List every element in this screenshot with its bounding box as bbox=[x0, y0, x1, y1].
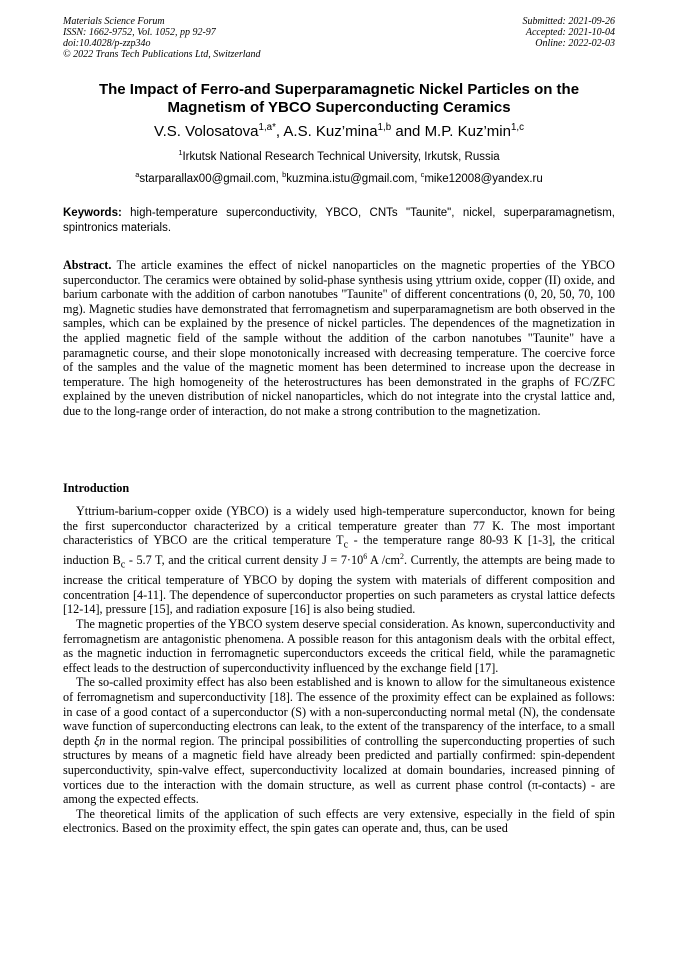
email-list bbox=[63, 172, 615, 186]
text-run: The so-called proximity effect has also been established and is known to allow for the simultaneous existence of ferromagnetism and superconductivity [18]. The essence of the proximity effect can be explained as follows: in case of a good contact of a superconductor (S) with a non-superconducting normal metal (N), the condensate wave function of superconducting electrons can leak, to the extent of the transparency of the interface, to a small depth bbox=[63, 675, 615, 748]
copyright-line: © 2022 Trans Tech Publications Ltd, Switzerland bbox=[63, 49, 261, 60]
author-superscript: 1,b bbox=[377, 122, 392, 133]
superscript: 2 bbox=[400, 552, 404, 562]
superscript: 6 bbox=[363, 552, 368, 562]
paragraph bbox=[63, 675, 615, 806]
author-name: V.S. Volosatova bbox=[154, 123, 259, 140]
paragraph: The theoretical limits of the application of such effects are very extensive, especially in the field of spin electronics. Based on the proximity effect, the spin gates can operate and, thus, can be used bbox=[63, 806, 615, 836]
abstract-section bbox=[63, 258, 615, 419]
online-date: Online: 2022-02-03 bbox=[535, 38, 615, 49]
title-line-2: Magnetism of YBCO Superconducting Ceramics bbox=[167, 99, 511, 116]
author-separator: , bbox=[275, 123, 284, 140]
author-name: A.S. Kuz’mina bbox=[283, 123, 378, 140]
email-address: mike12008@yandex.ru bbox=[424, 173, 543, 185]
email-superscript: a bbox=[135, 170, 140, 180]
submitted-date: Submitted: 2021-09-26 bbox=[522, 16, 615, 27]
paragraph bbox=[63, 504, 615, 617]
keywords-text: high-temperature superconductivity, YBCO, CNTs "Taunite", nickel, superparamagnetism, spintronics materials. bbox=[63, 207, 615, 234]
abstract-text: The article examines the effect of nickel nanoparticles on the magnetic properties of the YBCO superconductor. The ceramics were obtained by solid-phase synthesis using yttrium oxide, copper (II) oxide, and barium carbonate with the addition of carbon nanotubes "Taunite" of different concentrations (0, 20, 50, 70, 100 mg). Magnetic studies have demonstrated that ferromagnetism and superparamagnetism are both observed in the samples, which can be explained by the presence of nickel particles. The dependences of the magnetization in the applied magnetic field of the sample without the addition of the carbon nanotubes "Taunite" have a paramagnetic course, and their slope monotonically increased with decreasing temperature. The coercive force of the samples and the value of the magnetic moment has been determined to increase upon the decrease in temperature. The high homogeneity of the heterostructures has been demonstrated in the graphs of FC/ZFC explained by the uneven distribution of nickel nanoparticles, which do not integrate into the crystal lattice and, due to the long-range order of interaction, do not make a strong contribution to the magnetization. bbox=[63, 258, 615, 418]
text-run: Yttrium-barium-copper oxide (YBCO) is a widely used high-temperature superconductor, known for being the first superconductor characterized by a critical temperature greater than 77 K. The most important characteristics of YBCO are the critical temperature T bbox=[63, 504, 615, 548]
author-separator: and bbox=[391, 123, 425, 140]
subscript: c bbox=[120, 559, 126, 571]
text-run: - 5.7 T, and the critical current density J = 7·10 bbox=[125, 553, 364, 568]
text-run: . Currently, the attempts are being made to increase the critical temperature of YBCO by doping the system with materials of different composition and concentration [4-11]. The dependence of superconductor properties on such parameters as crystal lattice defects [12-14], pressure [15], and radiation exposure [16] is also being studied. bbox=[63, 553, 616, 617]
email-address: starparallax00@gmail.com, bbox=[139, 173, 283, 185]
affiliation-text: Irkutsk National Research Technical University, Irkutsk, Russia bbox=[182, 151, 500, 163]
author-name: M.P. Kuz’min bbox=[424, 123, 511, 140]
affiliation bbox=[63, 150, 615, 164]
author-list bbox=[63, 123, 615, 141]
paper-title bbox=[63, 81, 615, 117]
introduction-body bbox=[63, 504, 615, 836]
text-run: A /cm bbox=[367, 553, 401, 568]
subscript: c bbox=[343, 539, 349, 551]
abstract-label: Abstract. bbox=[63, 258, 112, 272]
email-address: kuzmina.istu@gmail.com, bbox=[286, 173, 421, 185]
keywords-label: Keywords: bbox=[63, 207, 122, 219]
author-superscript: 1,a* bbox=[258, 122, 276, 133]
affiliation-superscript: 1 bbox=[178, 148, 183, 158]
publication-info bbox=[63, 16, 261, 60]
text-run: in the normal region. The principal possibilities of controlling the superconducting properties of such structures by means of a magnetic field have already been predicted and partially confirmed: spin-dependent superconductivity, spin-valve effect, superconductivity localized at domain boundaries, increased pinning of vortices due to the interaction with the domain structure, as well as current phase control (π-contacts) - are among the expected effects. bbox=[63, 733, 615, 807]
email-superscript: b bbox=[282, 170, 287, 180]
doi-line: doi:10.4028/p-zzp34o bbox=[63, 38, 151, 49]
author-superscript: 1,c bbox=[510, 122, 524, 133]
text-run: - the temperature range 80-93 K [1-3], the critical induction B bbox=[63, 533, 616, 568]
math-symbol: ξn bbox=[94, 733, 106, 748]
keywords-section bbox=[63, 206, 615, 236]
section-heading: Introduction bbox=[63, 481, 130, 495]
accepted-date: Accepted: 2021-10-04 bbox=[525, 27, 615, 38]
email-superscript: c bbox=[420, 170, 425, 180]
title-line-1: The Impact of Ferro-and Superparamagnetic Nickel Particles on the bbox=[98, 81, 580, 98]
paragraph: The magnetic properties of the YBCO system deserve special consideration. As known, superconductivity and ferromagnetism are antagonistic phenomena. A possible reason for this antagonism deals with the orbital effect, as the magnetic induction in ferromagnetic superconductors exceeds the critical field, while the paramagnetic effect leads to the destruction of superconductivity influenced by the exchange field [17]. bbox=[63, 617, 615, 675]
journal-name: Materials Science Forum bbox=[63, 16, 165, 27]
issn-line: ISSN: 1662-9752, Vol. 1052, pp 92-97 bbox=[63, 27, 216, 38]
dates-info bbox=[523, 16, 616, 49]
